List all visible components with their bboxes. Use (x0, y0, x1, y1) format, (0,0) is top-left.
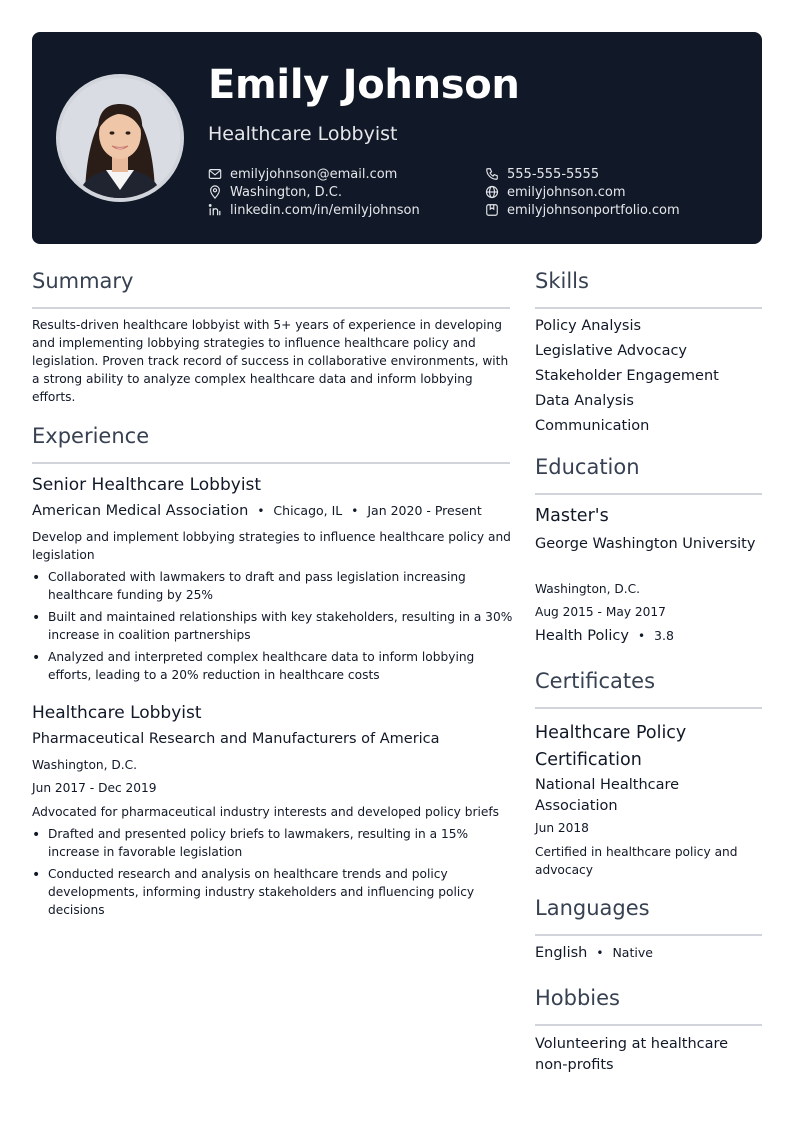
certificate-date: Jun 2018 (535, 821, 589, 835)
education-heading: Education (535, 455, 640, 479)
job-description: Develop and implement lobbying strategies to influence healthcare policy and legislation (32, 530, 511, 562)
job-location: Washington, D.C. (32, 758, 138, 772)
contact-location (208, 183, 342, 201)
education-field: Health Policy (535, 628, 629, 644)
certificates-heading: Certificates (535, 669, 656, 693)
map-pin-icon (208, 185, 222, 199)
job-meta (32, 503, 482, 519)
education-school: George Washington University (535, 536, 756, 552)
separator-dot: • (637, 629, 646, 643)
portrait-illustration (60, 78, 180, 198)
portfolio-icon (485, 203, 499, 217)
job-bullet: • Analyzed and interpreted complex healthcare data to inform lobbying efforts, leading to a 20% reduction in healthcare costs (32, 648, 514, 684)
contact-email[interactable] (208, 165, 397, 183)
candidate-name: Emily Johnson (208, 62, 520, 108)
hobby-item: Volunteering at healthcare non-profits (535, 1036, 729, 1073)
certificate-issuer: National Healthcare Association (535, 777, 680, 814)
job-company: American Medical Association (32, 503, 249, 519)
skills-heading: Skills (535, 269, 589, 293)
contact-linkedin[interactable] (208, 201, 420, 219)
candidate-role: Healthcare Lobbyist (208, 123, 398, 145)
certificates-divider (535, 707, 762, 709)
experience-heading: Experience (32, 424, 150, 448)
globe-icon (485, 185, 499, 199)
language-level: Native (612, 945, 653, 960)
skill-item: Communication (535, 418, 650, 434)
job-bullet: • Conducted research and analysis on healthcare trends and policy developments, informing industry stakeholders and influencing policy decisions (32, 865, 514, 919)
job-company-text: Pharmaceutical Research and Manufacturers of America (32, 731, 440, 747)
languages-heading: Languages (535, 896, 650, 920)
job-dates: Jan 2020 - Present (367, 503, 482, 518)
education-divider (535, 493, 762, 495)
summary-text: Results-driven healthcare lobbyist with 5+ years of experience in developing and implementing lobbying strategies to influence healthcare policy and legislation. Proven track record of success in collaborative environments, with a strong ability to analyze complex healthcare data and inform lobbying efforts. (32, 318, 509, 404)
contact-portfolio-text: emilyjohnsonportfolio.com (507, 202, 680, 218)
job-title: Healthcare Lobbyist (32, 703, 202, 723)
job-description: Advocated for pharmaceutical industry interests and developed policy briefs (32, 805, 500, 819)
job-bullet: • Collaborated with lawmakers to draft and pass legislation increasing healthcare funding by 25% (32, 568, 514, 604)
separator-dot: • (351, 504, 359, 518)
separator-dot: • (596, 946, 604, 960)
certificate-name: Healthcare Policy Certification (535, 723, 687, 770)
contact-website-text: emilyjohnson.com (507, 184, 626, 200)
education-degree: Master's (535, 506, 609, 526)
languages-divider (535, 934, 762, 936)
resume-header (32, 32, 762, 244)
language-entry (535, 945, 653, 961)
skill-item: Data Analysis (535, 393, 634, 409)
job-location: Chicago, IL (273, 503, 343, 518)
linkedin-icon (208, 203, 222, 217)
contact-website[interactable] (485, 183, 626, 201)
hobbies-divider (535, 1024, 762, 1026)
job-bullet: • Drafted and presented policy briefs to lawmakers, resulting in a 15% increase in favorable legislation (32, 825, 514, 861)
skill-item: Legislative Advocacy (535, 343, 688, 359)
skill-item: Policy Analysis (535, 318, 642, 334)
skills-divider (535, 307, 762, 309)
job-dates: Jun 2017 - Dec 2019 (32, 781, 157, 795)
summary-heading: Summary (32, 269, 134, 293)
education-field-gpa (535, 628, 674, 644)
experience-divider (32, 462, 510, 464)
education-dates: Aug 2015 - May 2017 (535, 605, 666, 619)
hobbies-heading: Hobbies (535, 986, 620, 1010)
language-name: English (535, 945, 588, 961)
contact-location-text: Washington, D.C. (230, 184, 343, 200)
separator-dot: • (257, 504, 265, 518)
phone-icon (485, 167, 499, 181)
job-title: Senior Healthcare Lobbyist (32, 475, 262, 495)
summary-divider (32, 307, 510, 309)
education-gpa: 3.8 (654, 628, 674, 643)
mail-icon (208, 167, 222, 181)
profile-photo (56, 74, 184, 202)
contact-linkedin-text: linkedin.com/in/emilyjohnson (230, 202, 420, 218)
contact-phone-text: 555-555-5555 (507, 166, 600, 182)
job-company (32, 731, 440, 747)
certificate-description: Certified in healthcare policy and advocacy (535, 845, 738, 877)
contact-phone[interactable] (485, 165, 599, 183)
education-location: Washington, D.C. (535, 582, 641, 596)
job-bullet: • Built and maintained relationships with key stakeholders, resulting in a 30% increase in coalition partnerships (32, 608, 514, 644)
contact-email-text: emilyjohnson@email.com (230, 166, 398, 182)
contact-portfolio[interactable] (485, 201, 680, 219)
skill-item: Stakeholder Engagement (535, 368, 719, 384)
